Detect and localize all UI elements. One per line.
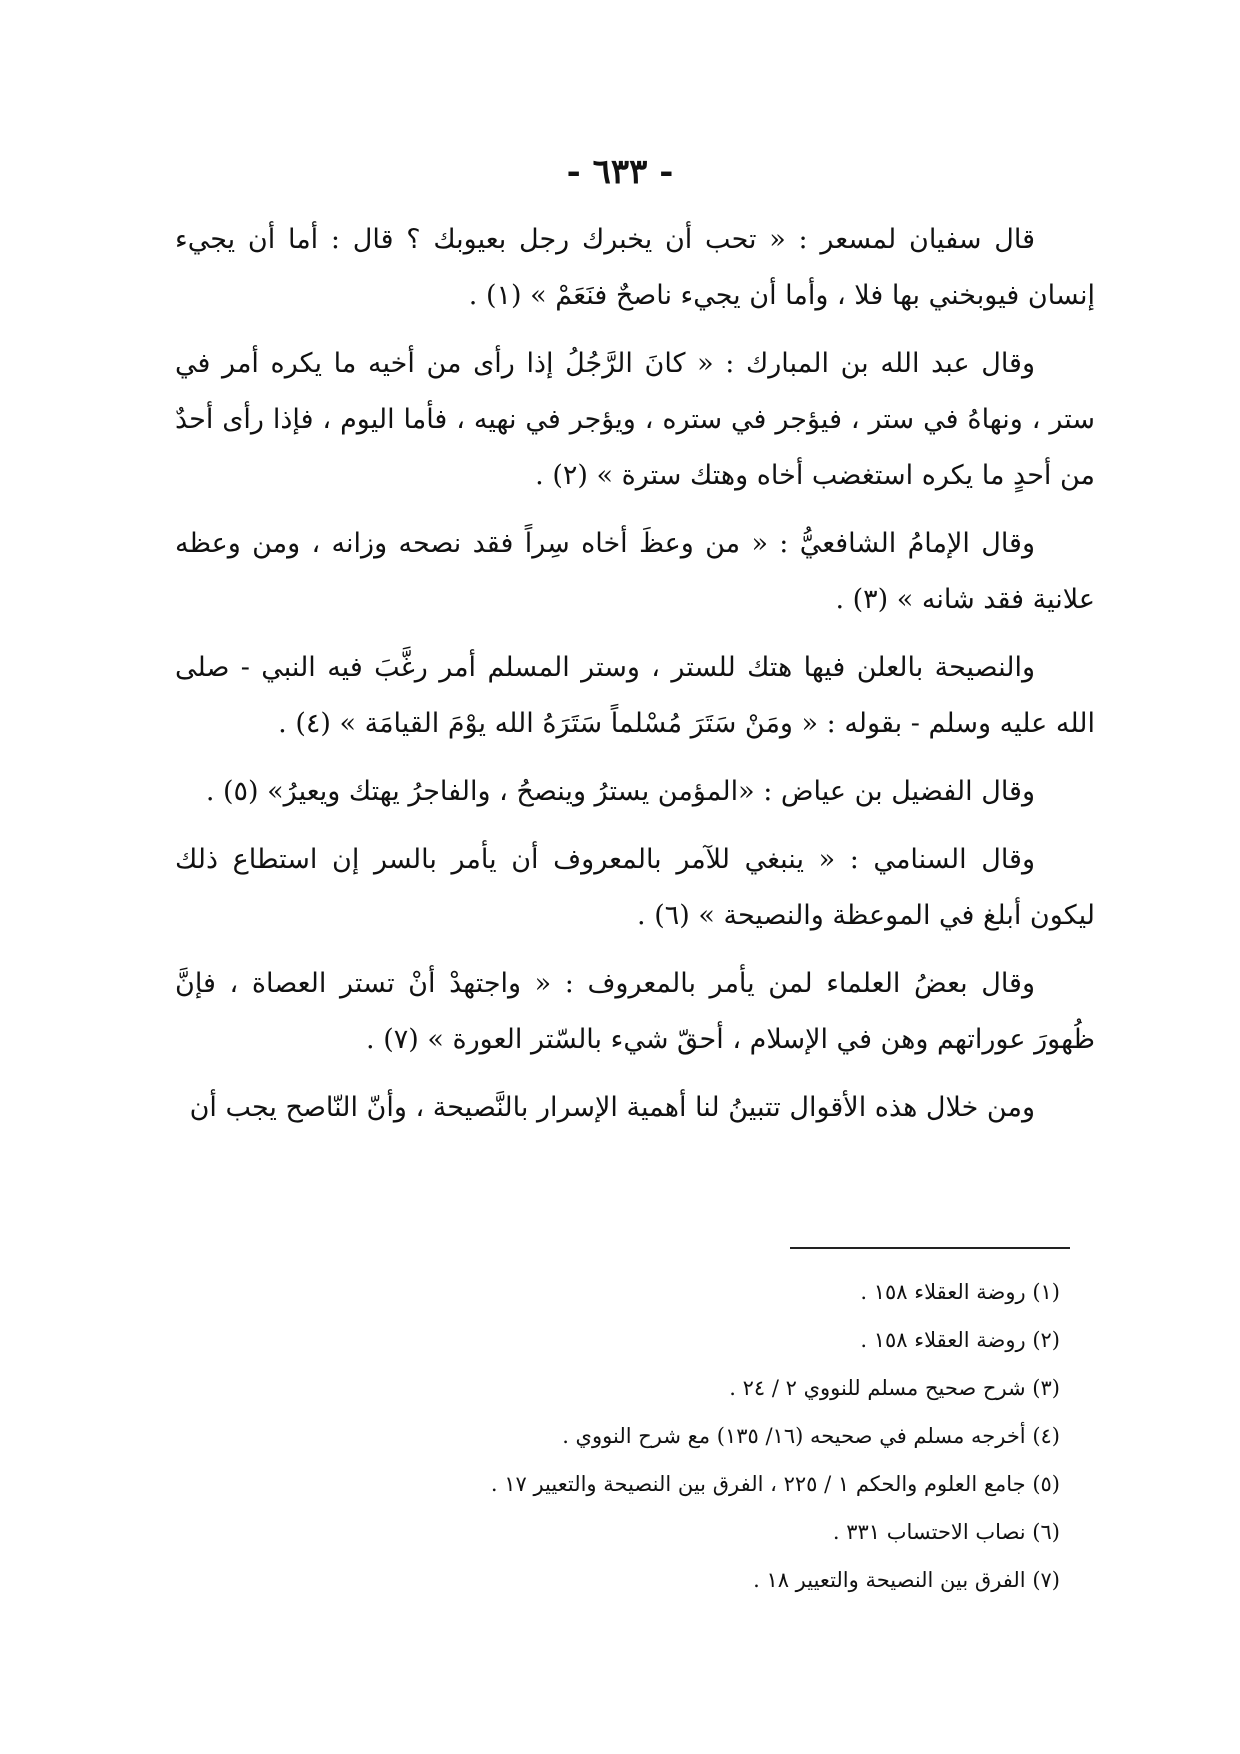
paragraph-conclusion: ومن خلال هذه الأقوال تتبينُ لنا أهمية الإسرار بالنَّصيحة ، وأنّ النّاصح يجب أن	[189, 1092, 1035, 1123]
paragraph-al-sanami: وقال السنامي : « ينبغي للآمر بالمعروف أن يأمر بالسر إن استطاع ذلك ليكون أبلغ في الموعظة والنصيحة » (٦) .	[175, 844, 1095, 931]
footnote-2: (٢) روضة العقلاء ١٥٨ .	[860, 1328, 1060, 1352]
footnotes	[400, 1268, 1060, 1604]
footnote-6: (٦) نصاب الاحتساب ٣٣١ .	[832, 1520, 1060, 1544]
paragraph-al-fudayl: وقال الفضيل بن عياض : «المؤمن يسترُ وينصحُ ، والفاجرُ يهتك ويعيرُ» (٥) .	[205, 776, 1035, 807]
paragraph-some-scholars: وقال بعضُ العلماء لمن يأمر بالمعروف : « واجتهدْ أنْ تستر العصاة ، فإنَّ ظُهورَ عوراتهم وهن في الإسلام ، أحقّ شيء بالسّتر العورة » (٧) .	[175, 968, 1095, 1055]
page-number: - ٦٣٣ -	[566, 152, 674, 192]
paragraph-al-shafii: وقال الإمامُ الشافعيُّ : « من وعظَ أخاه سِراً فقد نصحه وزانه ، ومن وعظه علانية فقد شانه » (٣) .	[175, 528, 1095, 615]
paragraph-public-advice: والنصيحة بالعلن فيها هتك للستر ، وستر المسلم أمر رغَّبَ فيه النبي - صلى الله عليه وسلم - بقوله : « ومَنْ سَتَرَ مُسْلماً سَتَرَهُ الله يوْمَ القيامَة » (٤) .	[175, 652, 1095, 739]
footnote-1: (١) روضة العقلاء ١٥٨ .	[860, 1280, 1060, 1304]
footnote-5: (٥) جامع العلوم والحكم ١ / ٢٢٥ ، الفرق بين النصيحة والتعيير ١٧ .	[490, 1472, 1060, 1496]
footnote-7: (٧) الفرق بين النصيحة والتعيير ١٨ .	[753, 1568, 1060, 1592]
footnote-4: (٤) أخرجه مسلم في صحيحه (١٦/ ١٣٥) مع شرح النووي .	[562, 1424, 1060, 1448]
footnote-3: (٣) شرح صحيح مسلم للنووي ٢ / ٢٤ .	[729, 1376, 1060, 1400]
main-text	[175, 212, 1095, 1148]
paragraph-sufyan: قال سفيان لمسعر : « تحب أن يخبرك رجل بعيوبك ؟ قال : أما أن يجيء إنسان فيوبخني بها فلا ، وأما أن يجيء ناصحٌ فنَعَمْ » (١) .	[175, 224, 1095, 311]
paragraph-ibn-al-mubarak: وقال عبد الله بن المبارك : « كانَ الرَّجُلُ إذا رأى من أخيه ما يكره أمر في ستر ، ونهاهُ في ستر ، فيؤجر في ستره ، ويؤجر في نهيه ، فأما اليوم ، فإذا رأى أحدٌ من أحدٍ ما يكره استغضب أخاه وهتك سترة » (٢) .	[175, 348, 1095, 491]
footnote-divider	[790, 1247, 1070, 1249]
